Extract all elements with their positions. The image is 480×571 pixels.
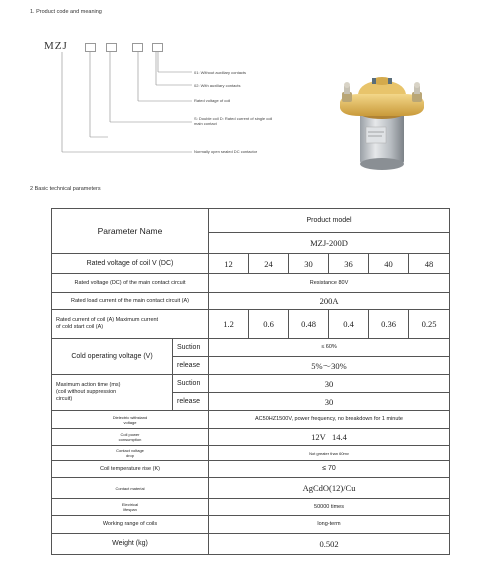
- voltage-drop-label: [52, 446, 209, 461]
- table-row: [52, 274, 450, 293]
- voltage-drop-value: Not greater than 60mv: [209, 446, 450, 461]
- code-label-02: 02: With auxiliary contacts: [194, 83, 241, 88]
- contact-material-label: Contact material: [52, 478, 209, 499]
- electrical-life-value: 50000 times: [209, 499, 450, 516]
- load-current-label: Rated load current of the main contact circuit (A): [52, 293, 209, 310]
- voltage-drop-label-line2: drop: [125, 453, 134, 458]
- action-time-label-line3: circuit): [56, 396, 73, 402]
- code-label-rated-voltage: Rated voltage of coil: [194, 98, 231, 103]
- coil-current-label: [52, 310, 209, 339]
- technical-parameters-table: [51, 208, 450, 555]
- electrical-life-label-line2: lifespan: [123, 507, 137, 512]
- temp-rise-label: Coil temperature rise (K): [52, 461, 209, 478]
- coil-current-value: 0.4: [329, 310, 369, 339]
- cold-suction-label: Suction: [173, 339, 209, 357]
- action-release-value: 30: [209, 393, 450, 411]
- main-contact-voltage-value: Resistance 80V: [209, 274, 450, 293]
- coil-current-value: 1.2: [209, 310, 249, 339]
- load-current-value: 200A: [209, 293, 450, 310]
- contactor-product-image: [330, 72, 440, 177]
- table-row: [52, 499, 450, 516]
- table-header-row: [52, 209, 450, 233]
- temp-rise-value: ≤ 70: [209, 461, 450, 478]
- coil-current-label-line2: of cold start coil (A): [56, 324, 104, 330]
- coil-current-value: 0.25: [409, 310, 450, 339]
- weight-value: 0.502: [209, 534, 450, 555]
- action-suction-value: 30: [209, 375, 450, 393]
- coil-current-value: 0.36: [369, 310, 409, 339]
- action-release-label: release: [173, 393, 209, 411]
- code-label-contactor-type: Normally open sealed DC contactor: [194, 149, 258, 154]
- table-row: [52, 478, 450, 499]
- rated-voltage-value: 12: [209, 254, 249, 274]
- action-time-label: [52, 375, 173, 411]
- rated-voltage-value: 48: [409, 254, 450, 274]
- cold-release-label: release: [173, 357, 209, 375]
- table-row: [52, 375, 450, 393]
- param-name-header: Parameter Name: [52, 209, 209, 254]
- action-suction-label: Suction: [173, 375, 209, 393]
- electrical-life-label: [52, 499, 209, 516]
- table-row: [52, 310, 450, 339]
- table-row: [52, 411, 450, 429]
- rated-voltage-value: 40: [369, 254, 409, 274]
- cold-voltage-label: Cold operating voltage (V): [52, 339, 173, 375]
- model-value: MZJ-200D: [209, 233, 450, 254]
- coil-power-label-line2: consumption: [118, 437, 142, 442]
- electrical-life-label-line1: Electrical: [121, 502, 139, 507]
- cold-suction-value: ≤ 60%: [209, 339, 450, 357]
- code-label-double-coil: S: Double coil D: Rated current of single coil main contact: [194, 116, 273, 126]
- section-title-product-code: 1. Product code and meaning: [30, 9, 102, 15]
- working-range-label: Working range of coils: [52, 516, 209, 534]
- coil-power-label-line1: Coil power: [120, 432, 140, 437]
- coil-power-value: 12V 14.4: [209, 429, 450, 446]
- table-row: [52, 429, 450, 446]
- dielectric-label-line1: Dielectric withstand: [112, 414, 148, 420]
- table-row: [52, 534, 450, 555]
- section-title-technical-parameters: 2 Basic technical parameters: [30, 186, 101, 192]
- table-row: [52, 293, 450, 310]
- table-row: [52, 516, 450, 534]
- voltage-drop-label-line1: Contact voltage: [116, 448, 144, 453]
- rated-voltage-value: 36: [329, 254, 369, 274]
- rated-voltage-value: 24: [249, 254, 289, 274]
- rated-voltage-label: Rated voltage of coil V (DC): [52, 254, 209, 274]
- action-time-label-line2: (coil without suppression: [56, 389, 117, 395]
- table-row: [52, 461, 450, 478]
- action-time-label-line1: Maximum action time (ms): [56, 382, 121, 388]
- coil-power-label: [52, 429, 209, 446]
- coil-current-value: 0.6: [249, 310, 289, 339]
- product-model-header: Product model: [209, 209, 450, 233]
- main-contact-voltage-label: Rated voltage (DC) of the main contact circuit: [52, 274, 209, 293]
- dielectric-label-line2: voltage: [123, 419, 137, 425]
- working-range-value: long-term: [209, 516, 450, 534]
- table-row: [52, 254, 450, 274]
- weight-label: Weight (kg): [52, 534, 209, 555]
- product-code-prefix: MZJ: [44, 40, 68, 52]
- coil-current-value: 0.48: [289, 310, 329, 339]
- coil-current-label-line1: Rated current of coil (A) Maximum current: [56, 317, 159, 323]
- table-row: [52, 446, 450, 461]
- code-label-01: 01: Without auxiliary contacts: [194, 70, 247, 75]
- table-row: [52, 339, 450, 357]
- dielectric-label: [52, 411, 209, 429]
- dielectric-value: AC50HZ1500V, power frequency, no breakdown for 1 minute: [209, 411, 450, 429]
- rated-voltage-value: 30: [289, 254, 329, 274]
- contact-material-value: AgCdO(12)/Cu: [209, 478, 450, 499]
- cold-release-value: 5%～30%: [209, 357, 450, 375]
